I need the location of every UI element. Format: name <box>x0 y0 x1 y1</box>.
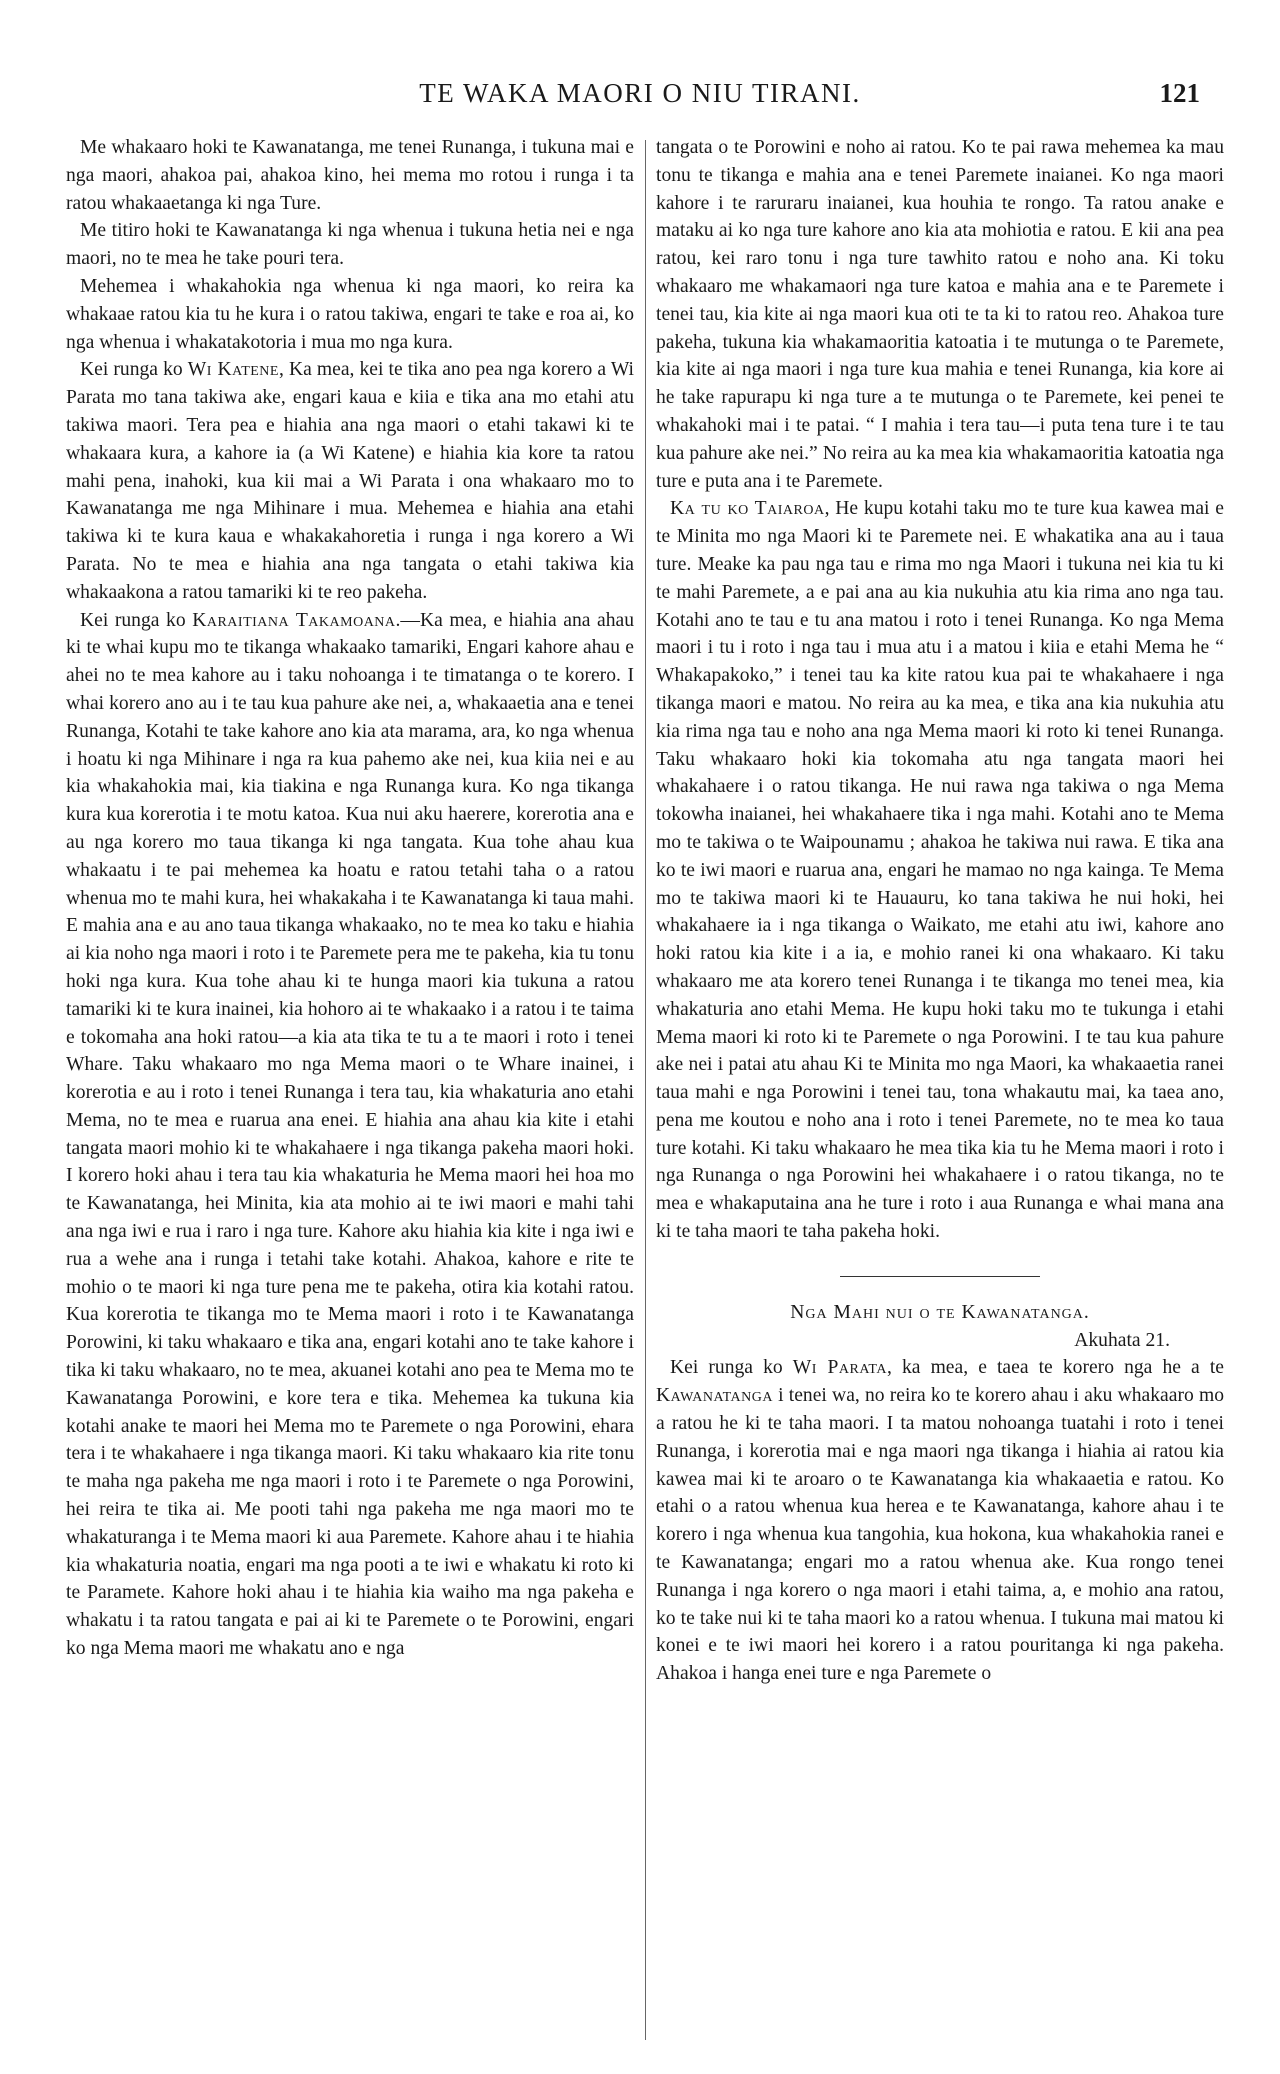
column-divider <box>645 140 646 2040</box>
section-title: Nga Mahi nui o te Kawanatanga. <box>790 1301 1090 1323</box>
paragraph-text: Mehemea i whakahokia nga whenua ki nga maori, ko reira ka whakaae ratou kia tu he kura i o ratou takiwa, engari te take e roa ai, ko nga whenua i whakatakotoria i mua mo nga kura. <box>66 275 634 353</box>
paragraph <box>66 356 634 606</box>
paragraph-lead: Kei runga ko <box>80 609 193 631</box>
paragraph-text: .—Ka mea, e hiahia ana ahau ki te whai kupu mo te tikanga whakaako tamariki, Engari kahore ahau e ahei no te mea kahore au i taku nohoanga i te timatanga o te korero. I whai korero ano au i te tau kua pahure ake nei, a, whakaaetia ana e tenei Runanga, Kotahi te take kahore ano kia ata marama, ara, ko nga whenua i hoatu ki nga Mihinare i nga ra kua pahemo ake nei, kua kiia nei e au kia whakahokia mai, kia tiakina e nga Runanga kura. Ko nga tikanga kura kua korerotia i te motu katoa. Kua nui aku haerere, korerotia ana e au nga korero mo taua tikanga ki nga tangata. Kua tohe ahau kua whakaatu i te pai mehemea ka hoatu e ratou tetahi taha o a ratou whenua mo te mahi kura, hei whakakaha i te Kawanatanga ki taua mahi. E mahia ana e au ano taua tikanga whakaako, no te mea ko taku e hiahia ai kia noho nga maori i roto i te Paremete pera me te pakeha, kia tu tonu hoki nga kura. Kua tohe ahau ki te hunga maori kia tukuna a ratou tamariki ki te kura inainei, kia hohoro ai te whakaako i a ratou i te taima e tokomaha ana hoki ratou—a kia ata tika te tu a te maori i roto i tenei Whare. Taku whakaaro mo nga Mema maori o te Whare inainei, i korerotia e au i roto i tenei Runanga i tera tau, kia whakaturia ano etahi Mema, no te mea e ruarua ana enei. E hiahia ana ahau kia kite i etahi tangata maori mohio ki te whakahaere i nga tikanga pakeha maori hoki. I korero hoki ahau i tera tau kia whakaturia he Mema maori hei hoa mo te Kawanatanga, hei Minita, kia ata mohio ai te iwi maori e mahi tahi ana nga iwi e rua i raro i nga ture. Kahore aku hiahia kia kite i nga iwi e rua a wehe ana i runga i tetahi take kotahi. Ahakoa, kahore e rite te mohio o te maori ki nga ture pena me te pakeha, otira kia kotahi ratou. Kua korerotia te tikanga mo te Mema maori i roto i te Kawanatanga Porowini, ki taku whakaaro e tika ana, engari kotahi ano te take kahore i tika ki taku whakaaro, no te mea, akuanei kotahi ano pea te Mema mo te Kawanatanga Porowini, e kore tera e tika. Mehemea ka tukuna kia kotahi anake te maori hei Mema mo te Paremete o nga Porowini, ehara tera i te whakahaere i nga tikanga maori. Ki taku whakaaro kia rite tonu te maha nga pakeha me nga maori i roto i te Paremete o nga Porowini, hei reira te tika ai. Me pooti tahi nga pakeha me nga maori mo te whakaturanga i te Mema maori ki aua Paremete. Kahore ahau i te hiahia kia whakaturia noatia, engari ma nga pooti a te iwi e whakatu ki roto ki te Paramete. Kahore hoki ahau i te hiahia kia waiho ma nga pakeha e whakatu i ta ratou tangata e pai ai ki te Paremete o te Porowini, engari ko nga Mema maori me whakatu ano e nga <box>66 609 634 1660</box>
paragraph-text: Me titiro hoki te Kawanatanga ki nga whenua i tukuna hetia nei e nga maori, no te mea he take pouri tera. <box>66 220 634 270</box>
section-date: Akuhata 21. <box>1074 1329 1170 1351</box>
left-column <box>66 134 634 2044</box>
speaker-name: Ka tu ko Taiaroa <box>670 498 825 520</box>
paragraph <box>656 1354 1224 1688</box>
page-number: 121 <box>1159 78 1200 108</box>
speaker-name: Wi Katene <box>187 359 279 381</box>
paragraph <box>66 134 634 217</box>
emphasized-term: Kawanatanga <box>656 1385 773 1407</box>
paragraph <box>656 134 1224 495</box>
paragraph <box>66 273 634 356</box>
page-header <box>60 78 1220 118</box>
section-separator <box>840 1276 1040 1277</box>
speaker-name: Karaitiana Takamoana <box>192 609 396 631</box>
paragraph <box>66 607 634 1663</box>
paragraph-lead: Kei runga ko <box>670 1357 793 1379</box>
paragraph-lead: Kei runga ko <box>80 359 188 381</box>
paragraph-text: , ka mea, e taea te korero nga he a te <box>886 1357 1224 1379</box>
paragraph-text: , Ka mea, kei te tika ano pea nga korero a Wi Parata mo tana takiwa ake, engari kaua e kiia e tika ana mo etahi atu takiwa maori. Tera pea e hiahia ana nga maori o etahi takawi ki te whakaara kura, a kahore ia (a Wi Katene) e hiahia kia kore ta ratou mahi pena, inahoki, kua kii mai a Wi Parata i ona whakaaro mo to Kawanatanga me nga Mihinare i mua. Mehemea e hiahia ana etahi takiwa ki te kura kaua e whakakahoretia i runga i nga korero a Wi Parata. No te mea e hiahia ana nga tangata o etahi takiwa kia whakaakona a ratou tamariki ki te reo pakeha. <box>66 359 634 603</box>
paragraph-text: Me whakaaro hoki te Kawanatanga, me tenei Runanga, i tukuna mai e nga maori, ahakoa pai, ahakoa kino, hei mema mo rotou i runga i ta ratou whakaaetanga ki nga Ture. <box>66 137 634 214</box>
speaker-name: Wi Parata <box>792 1357 887 1379</box>
running-title: TE WAKA MAORI O NIU TIRANI. <box>419 78 861 108</box>
paragraph <box>66 217 634 273</box>
paragraph-text: i tenei wa, no reira ko te korero ahau i aku whakaaro mo a ratou he ki te taha maori. I ta matou nohoanga tuatahi i roto i tenei Runanga, i korerotia mai e nga maori nga tikanga i hiahia ai ratou kia kawea mai ki te aroaro o te Kawanatanga kia whakaaetia e ratou. Ko etahi o a ratou whenua kua herea e te Kawanatanga, kahore ahau i te korero i nga whenua kua tangohia, kua hokona, kua whakahokia ranei e te Kawanatanga; engari mo a ratou whenua ake. Kua rongo tenei Runanga i nga korero o nga maori i etahi taima, a, e mohio ana ratou, ko te take nui ki te taha maori ko a ratou whenua. I tukuna mai matou ki konei e te iwi maori hei korero i a ratou pouritanga ki nga pakeha. Ahakoa i hanga enei ture e nga Paremete o <box>656 1385 1224 1685</box>
paragraph-text: tangata o te Porowini e noho ai ratou. Ko te pai rawa mehemea ka mau tonu te tikanga e mahia ana e tenei Paremete inaianei. Ko nga maori kahore i te raruraru inaianei, kua houhia te rongo. Ta ratou anake e mataku ai ko nga ture kahore ano kia ata mohiotia e ratou. E kii ana pea ratou, kei raro tonu i nga ture tawhito ratou e noho ana. Ki toku whakaaro me whakamaori nga ture katoa e mahia ana e te Paremete i tenei tau, kia kite ai nga maori kua oti te ta ki to ratou reo. Ahakoa ture pakeha, tukuna kia whakamaoritia katoatia i te mutunga o te Paremete, kia kite ai nga maori i nga ture kua mahia e tenei Runanga, kia kore ai he take rapurapu ki nga ture a te mutunga o te Paremete, kei penei te whakahoki mai i te patai. “ I mahia i tera tau—i puta tena ture i te tau kua pahure ake nei.” No reira au ka mea kia whakamaoritia katoatia nga ture e puta ana i te Paremete. <box>656 137 1224 492</box>
paragraph-text: , He kupu kotahi taku mo te ture kua kawea mai e te Minita mo nga Maori ki te Paremete nei. E whakatika ana au i taua ture. Meake ka pau nga tau e rima mo nga Maori i tukuna nei kia tu ki te mahi Paremete, a e pai ana au kia nukuhia atu kia rima ano nga tau. Kotahi ano te tau e tu ana matou i roto i tenei Runanga. Ko nga Mema maori i tu i roto i nga tau i mua atu i a matou i kiia e etahi Mema he “ Whakapakoko,” i tenei tau ka kite ratou kua pai te whakahaere i nga tikanga maori e matou. No reira au ka mea, e tika ana kia nukuhia atu kia rima nga tau e noho ana nga Mema maori ki roto ki tenei Runanga. Taku whakaaro hoki kia tokomaha atu nga tangata maori hei whakahaere i o ratou tikanga. He nui rawa nga takiwa o nga Mema tokowha inaianei, hei whakahaere tika i nga mahi. Kotahi ano te Mema mo te takiwa o te Waipounamu ; ahakoa he takiwa nui rawa. E tika ana ko te iwi maori e ruarua ana, engari he mamao no nga kainga. Te Mema mo te takiwa maori ki te Hauauru, ko tana takiwa he nui hoki, hei whakahaere ia i nga tikanga o Waikato, me etahi atu iwi, kahore ano hoki ratou kia kite i a ia, e mohio ranei ki ona whakaaro. Ki taku whakaaro me ata korero tenei Runanga i te tikanga mo tenei mea, kia whakaturia ano etahi Mema. He kupu hoki taku mo te tukunga i etahi Mema maori ki roto ki te Paremete o nga Porowini. I te tau kua pahure ake nei i patai atu ahau Ki te Minita mo nga Maori, ka whakaaetia ranei taua mahi e nga Porowini i tenei tau, tona whakautu mai, ka taea ano, pena me koutou e noho ana i roto i tenei Paremete, no te mea ko taua ture kotahi. Ki taku whakaaro he mea tika kia tu he Mema maori i roto i nga Runanga o nga Porowini hei whakahaere i o ratou tikanga, no te mea e whakaputaina ana he ture i roto i aua Runanga e whai mana ana ki te taha maori te taha pakeha hoki. <box>656 498 1224 1243</box>
right-column <box>656 134 1224 2044</box>
paragraph <box>656 495 1224 1246</box>
